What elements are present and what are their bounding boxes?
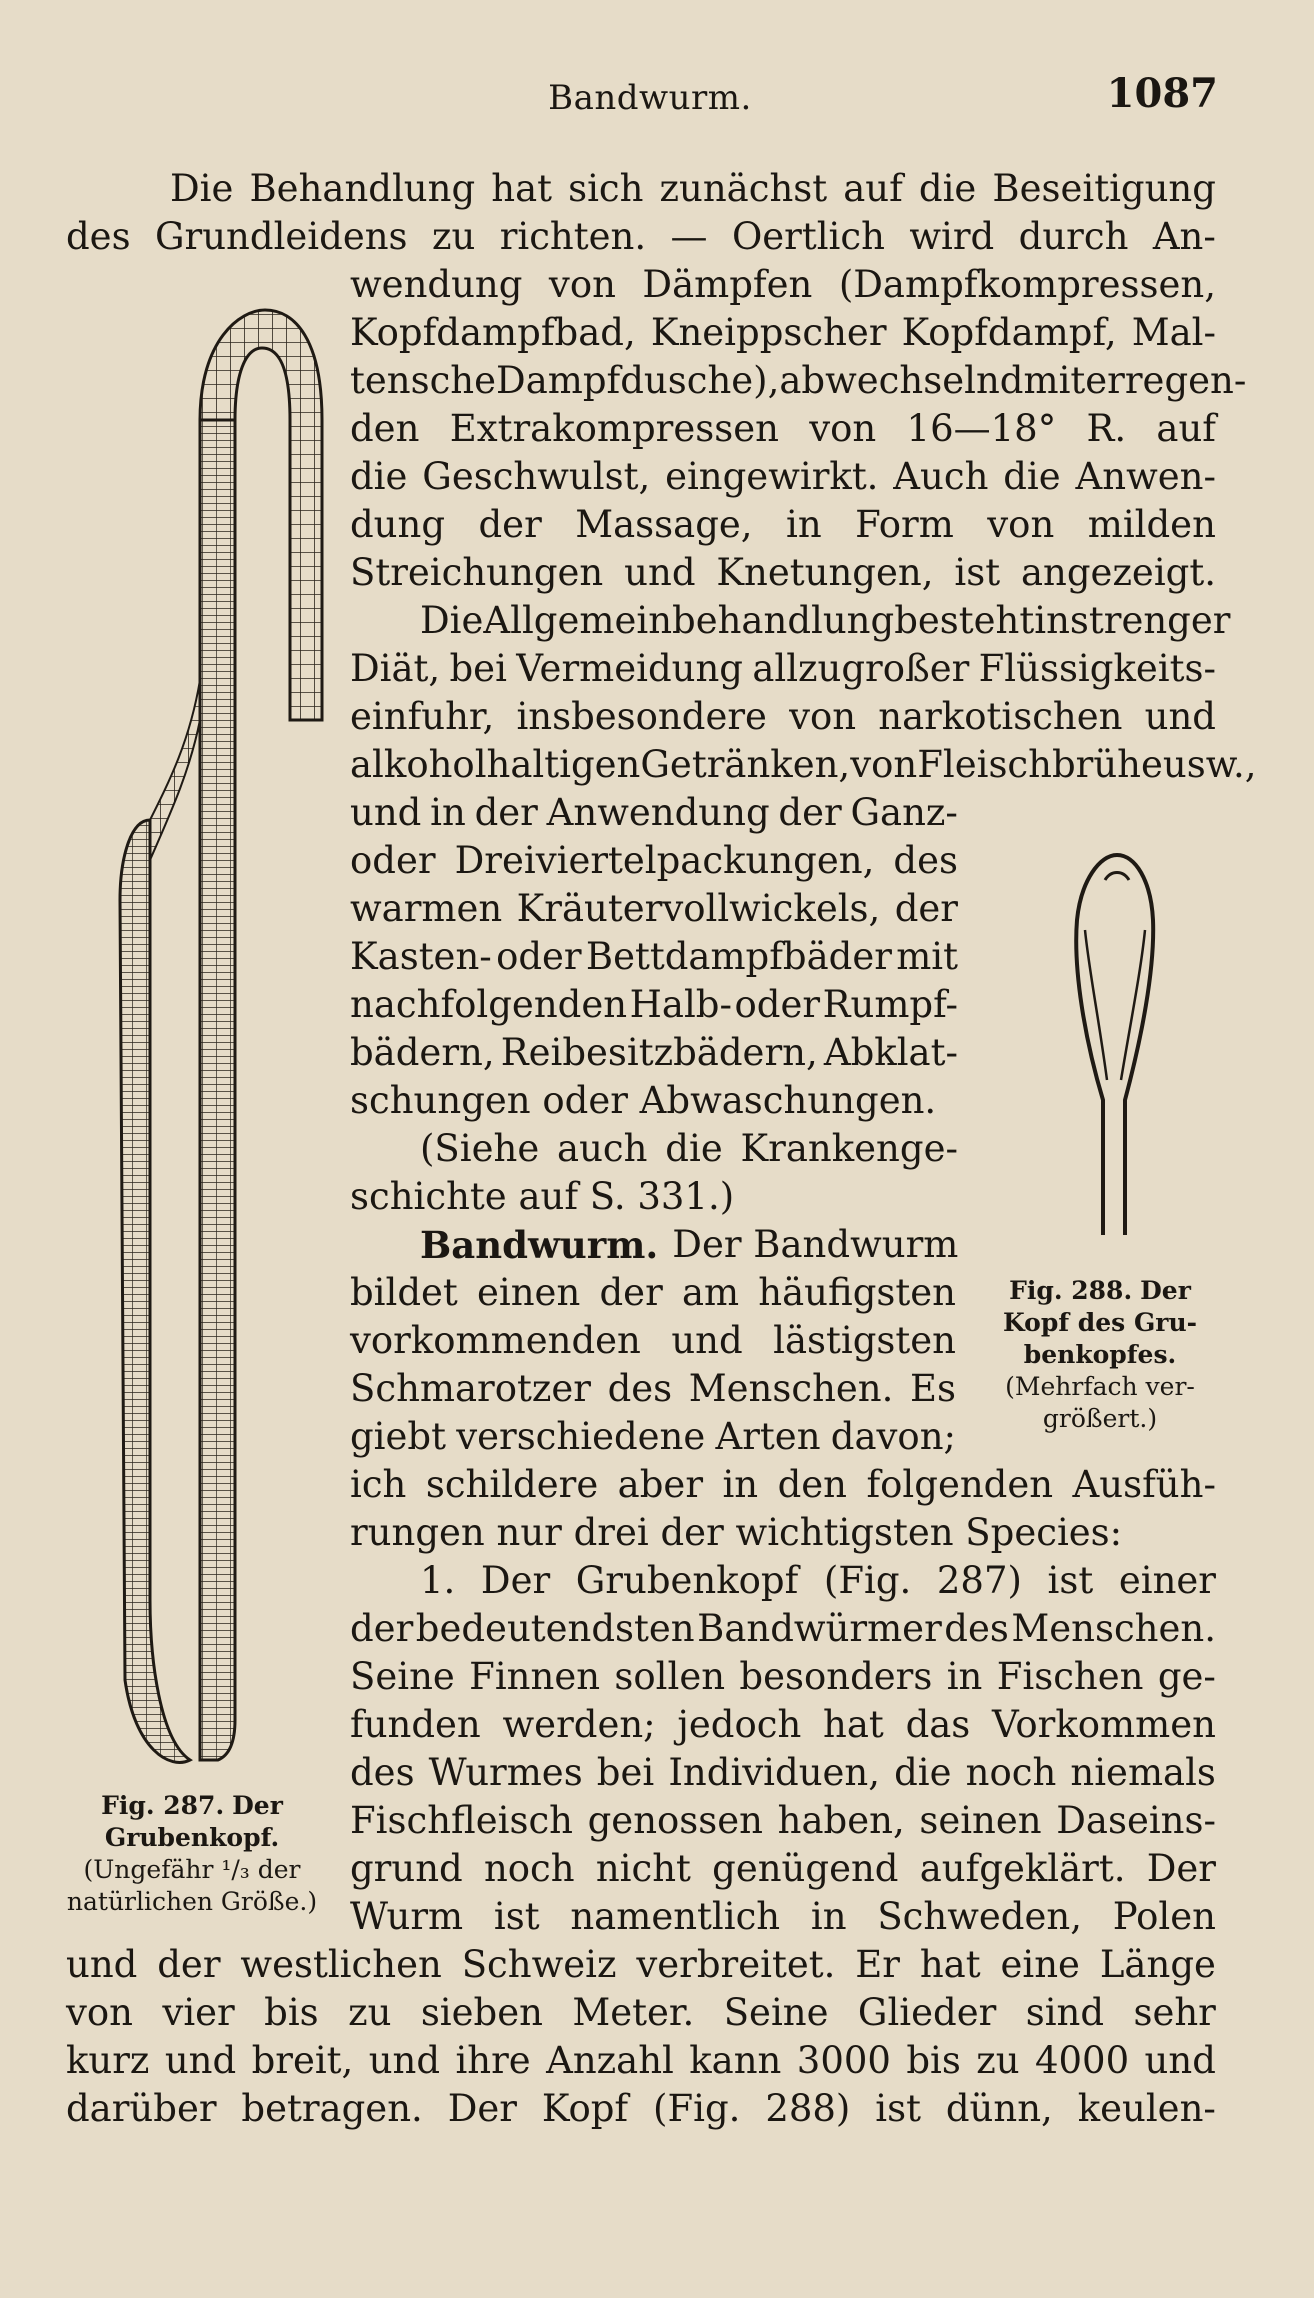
text-line: 1. Der Grubenkopf (Fig. 287) ist einer <box>420 1559 1216 1602</box>
page-number: 1087 <box>1106 70 1218 117</box>
text-line: ich schildere aber in den folgenden Ausfüh- <box>350 1463 1216 1506</box>
text-line: nachfolgenden Halb- oder Rumpf- <box>350 983 958 1026</box>
text-line: dung der Massage, in Form von milden <box>350 503 1216 546</box>
text-line: Wurm ist namentlich in Schweden, Polen <box>350 1895 1216 1938</box>
text-line: einfuhr, insbesondere von narkotischen und <box>350 695 1216 738</box>
text-line: Die Behandlung hat sich zunächst auf die Beseitigung <box>170 167 1216 210</box>
text-line: Diät, bei Vermeidung allzugroßer Flüssigkeits- <box>350 647 1216 690</box>
text-line: bildet einen der am häufigsten <box>350 1271 956 1314</box>
text-line: die Geschwulst, eingewirkt. Auch die Anwen- <box>350 455 1216 498</box>
text-line: (Siehe auch die Krankenge- <box>420 1127 958 1170</box>
text-line: des Grundleidens zu richten. — Oertlich wird durch An- <box>66 215 1216 258</box>
text-line: den Extrakompressen von 16—18° R. auf <box>350 407 1216 450</box>
tapeworm-head-figure-288 <box>1055 850 1175 1240</box>
text-line: rungen nur drei der wichtigsten Species: <box>350 1511 1123 1554</box>
text-line: schichte auf S. 331.) <box>350 1175 735 1218</box>
text-line: Kopfdampfbad, Kneippscher Kopfdampf, Mal- <box>350 311 1216 354</box>
text-line: Streichungen und Knetungen, ist angezeigt. <box>350 551 1216 594</box>
text-line: des Wurmes bei Individuen, die noch niemals <box>350 1751 1216 1794</box>
text-line: grund noch nicht genügend aufgeklärt. Der <box>350 1847 1216 1890</box>
text-line: Die Allgemeinbehandlung besteht in strenger <box>420 599 1231 642</box>
text-line: Schmarotzer des Menschen. Es <box>350 1367 956 1410</box>
text-line: und in der Anwendung der Ganz- <box>350 791 958 834</box>
text-line: oder Dreiviertelpackungen, des <box>350 839 958 882</box>
figure-288-caption: Fig. 288. Der Kopf des Gru- benkopfes. (Mehrfach ver- größert.) <box>1002 1276 1198 1433</box>
figure-287-caption: Fig. 287. Der Grubenkopf. (Ungefähr ¹/₃ der natürlichen Größe.) <box>66 1791 318 1916</box>
text-line: warmen Kräutervollwickels, der <box>350 887 958 930</box>
section-heading: Bandwurm. <box>420 1223 659 1267</box>
text-line: vorkommenden und lästigsten <box>350 1319 956 1362</box>
text-line: und der westlichen Schweiz verbreitet. Er hat eine Länge <box>66 1943 1216 1986</box>
text-line: wendung von Dämpfen (Dampfkompressen, <box>350 263 1216 306</box>
text-line: bädern, Reibesitzbädern, Abklat- <box>350 1031 958 1074</box>
text-line: Kasten- oder Bettdampfbäder mit <box>350 935 958 978</box>
text-line: giebt verschiedene Arten davon; <box>350 1415 956 1458</box>
text-line: Seine Finnen sollen besonders in Fischen ge- <box>350 1655 1216 1698</box>
text-line: kurz und breit, und ihre Anzahl kann 3000 bis zu 4000 und <box>66 2039 1216 2082</box>
text-line: von vier bis zu sieben Meter. Seine Glieder sind sehr <box>66 1991 1216 2034</box>
text-line: der bedeutendsten Bandwürmer des Menschen. <box>350 1607 1216 1650</box>
text-line: Bandwurm. Der Bandwurm <box>420 1223 959 1267</box>
tapeworm-figure-287 <box>90 300 350 1780</box>
running-head: Bandwurm. <box>548 78 752 118</box>
text-line: tensche Dampfdusche), abwechselnd mit erregen- <box>350 359 1247 402</box>
text-line: Fischfleisch genossen haben, seinen Daseins- <box>350 1799 1216 1842</box>
text-line: alkoholhaltigen Getränken, von Fleischbrühe usw., <box>350 743 1257 786</box>
text-line: funden werden; jedoch hat das Vorkommen <box>350 1703 1216 1746</box>
text-line: darüber betragen. Der Kopf (Fig. 288) ist dünn, keulen- <box>66 2087 1216 2130</box>
text-line: schungen oder Abwaschungen. <box>350 1079 937 1122</box>
